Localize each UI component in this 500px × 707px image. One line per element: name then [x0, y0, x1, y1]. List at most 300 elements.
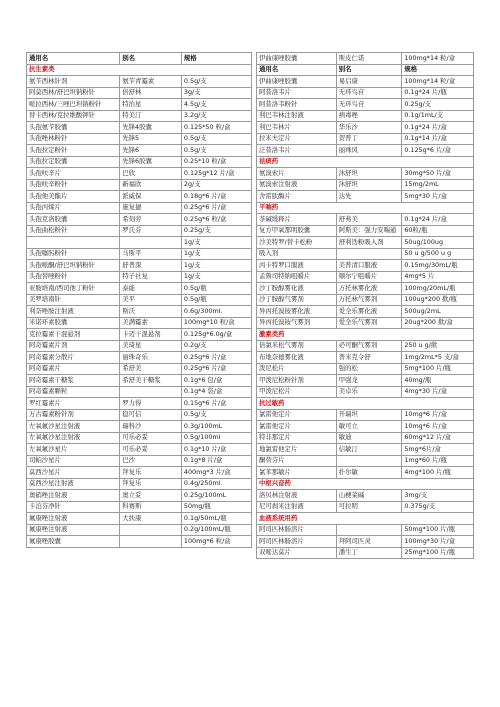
- alias-cell-continued: [336, 248, 402, 260]
- alias-cell: 舒普深: [120, 260, 182, 272]
- category-row: [257, 513, 474, 525]
- generic-name-cell: 特非那定片: [257, 432, 337, 444]
- generic-name-cell: 异丙托溴铵雾化液: [257, 306, 337, 318]
- alias-cell: 希舒美干糖浆: [120, 375, 182, 387]
- category-row: [257, 398, 474, 410]
- spec-cell: 0.5g/支: [181, 409, 251, 421]
- spec-cell: 0.1g/50mL/瓶: [181, 513, 251, 525]
- generic-name-cell: 茶碱缓释片: [257, 214, 337, 226]
- generic-name-cell: 复方甲氧那明胶囊: [257, 225, 337, 237]
- generic-name-cell: 氨溴索片: [257, 168, 337, 180]
- alias-cell: 沐舒坦: [336, 168, 402, 180]
- alias-cell: 甲强龙: [336, 375, 402, 387]
- left-table-body: [27, 53, 252, 548]
- generic-name-cell: 双嘧达莫片: [257, 547, 337, 559]
- spec-cell: 1mg*60 片/瓶: [402, 455, 474, 467]
- table-row: [27, 501, 252, 513]
- generic-name-cell: 甲泼尼松片: [257, 386, 337, 398]
- alias-cell: 派威保: [120, 191, 182, 203]
- table-row: [257, 501, 474, 513]
- category-heading: 平喘药: [257, 202, 474, 214]
- table-row: [27, 145, 252, 157]
- table-row: [27, 467, 252, 479]
- generic-name-cell: 头孢哌酮/舒巴坦钠粉针: [27, 260, 120, 272]
- spec-cell: 0.2g/支: [181, 340, 251, 352]
- spec-cell: 0.25g/支: [402, 99, 474, 111]
- spec-cell: 50mg/瓶: [181, 501, 251, 513]
- spec-cell: 3g/支: [181, 87, 251, 99]
- table-row: [27, 122, 252, 134]
- header-alias: 别名: [120, 53, 182, 65]
- table-row: [257, 76, 474, 88]
- alias-cell: 顺尔宁咀嚼片: [336, 271, 402, 283]
- alias-cell: 希舒美: [120, 363, 182, 375]
- table-row: [27, 490, 252, 502]
- category-row: [27, 64, 252, 76]
- spec-cell: 4mg*100 片/瓶: [402, 467, 474, 479]
- generic-name-cell: 伊曲康唑胶囊: [257, 76, 337, 88]
- table-row: [27, 536, 252, 548]
- spec-cell: 100mg*10 粒/盒: [181, 317, 251, 329]
- spec-cell: 0.125*50 粒/盒: [181, 122, 251, 134]
- left-header-row: [27, 53, 252, 65]
- generic-name-cell-continued: 吸入剂: [257, 248, 337, 260]
- table-row: [257, 283, 474, 295]
- alias-cell: 美平: [120, 294, 182, 306]
- generic-name-cell: 头孢呋辛片: [27, 168, 120, 180]
- table-row: [257, 145, 474, 157]
- alias-cell: 稳可信: [120, 409, 182, 421]
- alias-cell: 阿斯美：强力安喘通: [336, 225, 402, 237]
- table-row: [257, 340, 474, 352]
- generic-name-cell: 酮替芬片: [257, 455, 337, 467]
- alias-cell: 罗力得: [120, 398, 182, 410]
- category-row: [257, 202, 474, 214]
- alias-cell: 拜阿司匹灵: [336, 536, 402, 548]
- table-row: [27, 363, 252, 375]
- generic-name-cell: 头孢氨苄胶囊: [27, 122, 120, 134]
- spec-cell: 3.2g/支: [181, 110, 251, 122]
- table-row: [257, 306, 474, 318]
- alias-cell: [336, 455, 402, 467]
- spec-cell: 5mg*30 片/盒: [402, 191, 474, 203]
- right-header-row: [257, 64, 474, 76]
- alias-cell: 普米克令舒: [336, 352, 402, 364]
- generic-name-cell: 氯苯那敏片: [257, 467, 337, 479]
- table-row: [257, 271, 474, 283]
- table-row: [257, 99, 474, 111]
- table-row: [257, 179, 474, 191]
- generic-name-cell: 替卡西林/克拉维酸钾针: [27, 110, 120, 122]
- table-row: [27, 260, 252, 272]
- spec-cell: 4mg*30 片/盒: [402, 386, 474, 398]
- generic-name-cell: 头孢拉定胶囊: [27, 156, 120, 168]
- generic-name-cell: 阿莫西林/舒巴坦钠粉针: [27, 87, 120, 99]
- table-row: [257, 524, 474, 536]
- alias-cell: 先锋4胶囊: [120, 122, 182, 134]
- generic-name-cell: 阿昔洛韦粉针: [257, 99, 337, 111]
- alias-cell: 爱全乐雾化液: [336, 306, 402, 318]
- generic-name-cell-continued: [27, 237, 120, 249]
- alias-cell: 扑尔敏: [336, 467, 402, 479]
- table-row: [27, 283, 252, 295]
- alias-cell-continued: [120, 237, 182, 249]
- generic-name-cell: 阿奇霉素片: [27, 363, 120, 375]
- spec-cell: 0.4g/250ml.: [181, 478, 251, 490]
- spec-cell: 60mg*12 片/盒: [402, 432, 474, 444]
- alias-cell: 卡迈干混悬剂: [120, 329, 182, 341]
- table-row: [257, 168, 474, 180]
- table-row: [27, 271, 252, 283]
- spec-cell: 400mg*3 片/盒: [181, 467, 251, 479]
- alias-cell: 开瑞坦: [336, 409, 402, 421]
- spec-cell: 100ug*200 揿/瓶: [402, 294, 474, 306]
- table-row: [27, 421, 252, 433]
- alias-cell: 特治星: [120, 99, 182, 111]
- generic-name-cell: 左氧氟沙星片: [27, 444, 120, 456]
- generic-name-cell: 左氧氟沙星注射液: [27, 421, 120, 433]
- alias-cell: 丽珠奇乐: [120, 352, 182, 364]
- spec-cell: 0.25g*6 片/盒: [181, 363, 251, 375]
- alias-cell: 先锋5: [120, 133, 182, 145]
- generic-name-cell: 洛贝林注射液: [257, 490, 337, 502]
- generic-name-cell: 氨苄西林针剂: [27, 76, 120, 88]
- alias-cell: 巴沙: [120, 455, 182, 467]
- spec-cell: 0.15mg/30mL/瓶: [402, 260, 474, 272]
- alias-cell: 病毒唑: [336, 110, 402, 122]
- alias-cell: 舒弗美: [336, 214, 402, 226]
- generic-name-cell: 阿奇霉素干糖浆: [27, 375, 120, 387]
- alias-cell: 可乐必妥: [120, 432, 182, 444]
- spec-cell: 250 u g/揿: [402, 340, 474, 352]
- generic-name-cell: 头孢丙烯片: [27, 202, 120, 214]
- generic-name-cell: 泛昔洛韦片: [257, 145, 337, 157]
- generic-name-cell: 克拉霉素干混悬剂: [27, 329, 120, 341]
- table-row: [27, 375, 252, 387]
- alias-cell: 易启康: [336, 76, 402, 88]
- table-row: [257, 110, 474, 122]
- table-row: [257, 490, 474, 502]
- spec-cell: 0.3g/100mL: [181, 421, 251, 433]
- alias-cell: 沐舒坦: [336, 179, 402, 191]
- alias-cell: 特子社复: [120, 271, 182, 283]
- generic-name-cell: 莫西沙星注射液: [27, 478, 120, 490]
- header-generic-name: 通用名: [27, 53, 120, 65]
- spec-cell: 0.375g/支: [402, 501, 474, 513]
- alias-cell: 罗氏芬: [120, 225, 182, 237]
- generic-name-cell: 美罗培南针: [27, 294, 120, 306]
- generic-name-cell: 左氧氟沙星注射液: [27, 432, 120, 444]
- right-top-row: [257, 53, 474, 65]
- top-alias: 斯皮仁诺: [336, 53, 402, 65]
- spec-cell: 50ug/100ug: [402, 237, 474, 249]
- spec-cell: 0.5g/支: [181, 145, 251, 157]
- left-drug-table: [26, 52, 252, 548]
- generic-name-cell: 氟康唑胶囊: [27, 536, 120, 548]
- spec-cell: 100mg*14 粒/盒: [402, 76, 474, 88]
- generic-name-cell: 倍氯米松气雾剂: [257, 340, 337, 352]
- table-row: [257, 432, 474, 444]
- spec-cell: 0.25g*6 片/盒: [181, 352, 251, 364]
- generic-name-cell: 阿昔洛韦片: [257, 87, 337, 99]
- table-row: [27, 352, 252, 364]
- alias-cell: 科赛斯: [120, 501, 182, 513]
- generic-name-cell: 甲泼尼松粉针剂: [257, 375, 337, 387]
- spec-cell: 0.1g*8 片/盒: [181, 455, 251, 467]
- generic-name-cell: 哌拉西林/三唑巴坦钠粉针: [27, 99, 120, 111]
- table-row: [257, 386, 474, 398]
- alias-cell: 舒利迭粉吸入剂: [336, 237, 402, 249]
- spec-cell: 0.25*10 粒/盒: [181, 156, 251, 168]
- spec-cell: 100mg/20mL/瓶: [402, 283, 474, 295]
- generic-name-cell: 氟康唑注射液: [27, 524, 120, 536]
- spec-cell: 50mg*100 片/瓶: [402, 524, 474, 536]
- generic-name-cell: 泼尼松片: [257, 363, 337, 375]
- generic-name-cell: 阿奇霉素分散片: [27, 352, 120, 364]
- header-spec: 规格: [181, 53, 251, 65]
- table-row: [257, 421, 474, 433]
- generic-name-cell: 氯雷他定片: [257, 421, 337, 433]
- alias-cell: [120, 524, 182, 536]
- right-drug-table: [256, 52, 474, 559]
- category-heading: 中枢兴奋药: [257, 478, 474, 490]
- alias-cell: 拜复乐: [120, 478, 182, 490]
- spec-cell: 0.125g*12 片/盒: [181, 168, 251, 180]
- table-row: [27, 329, 252, 341]
- generic-name-cell: 沙丁胺醇气雾剂: [257, 294, 337, 306]
- generic-name-cell: 司帕沙星片: [27, 455, 120, 467]
- table-row: [257, 467, 474, 479]
- alias-cell: 马斯平: [120, 248, 182, 260]
- header-spec: 规格: [402, 64, 474, 76]
- generic-name-cell: 头孢呋辛粉针: [27, 179, 120, 191]
- generic-name-cell: 阿奇霉素颗粒: [27, 386, 120, 398]
- generic-name-cell: 氯雷他定片: [257, 409, 337, 421]
- spec-cell: 100mg*30 片/盒: [402, 536, 474, 548]
- generic-name-cell: 尼可刹米注射液: [257, 501, 337, 513]
- category-heading: 抗过敏药: [257, 398, 474, 410]
- spec-cell: 5mg*6片/盒: [402, 444, 474, 456]
- category-row: [257, 478, 474, 490]
- alias-cell: 希刻劳: [120, 214, 182, 226]
- table-row: [257, 87, 474, 99]
- generic-name-cell: 卡泊芬净针: [27, 501, 120, 513]
- table-row: [257, 375, 474, 387]
- table-row: [27, 191, 252, 203]
- alias-cell: [336, 524, 402, 536]
- table-row: [27, 317, 252, 329]
- category-row: [257, 156, 474, 168]
- alias-cell: 巴欣: [120, 168, 182, 180]
- alias-cell: 无环鸟苷: [336, 87, 402, 99]
- table-row: [27, 87, 252, 99]
- alias-cell: 大扶康: [120, 513, 182, 525]
- generic-name-cell: 亚胺培南/西司他丁粉针: [27, 283, 120, 295]
- spec-cell: 4mg*5 片: [402, 271, 474, 283]
- alias-cell: [120, 386, 182, 398]
- generic-name-cell: 异丙托溴铵气雾剂: [257, 317, 337, 329]
- spec-cell: 0.25g*6 粒/盒: [181, 214, 251, 226]
- spec-cell: 100mg*6 粒/盒: [181, 536, 251, 548]
- spec-cell: 0.1g*6 包/盒: [181, 375, 251, 387]
- table-row: [27, 133, 252, 145]
- alias-cell: 万托林气雾剂: [336, 294, 402, 306]
- spec-cell: 60粒/瓶: [402, 225, 474, 237]
- table-row: [27, 524, 252, 536]
- spec-cell: 0.1g*24 片/盒: [402, 214, 474, 226]
- generic-name-cell: 利巴韦林注射液: [257, 110, 337, 122]
- table-row: [257, 133, 474, 145]
- table-row: [27, 340, 252, 352]
- generic-name-cell: 罗红霉素片: [27, 398, 120, 410]
- table-row: [27, 225, 252, 237]
- alias-cell: 潘生丁: [336, 547, 402, 559]
- table-row: [257, 363, 474, 375]
- table-row: [257, 352, 474, 364]
- alias-cell: 先锋6胶囊: [120, 156, 182, 168]
- spec-cell: 0.5g/支: [181, 133, 251, 145]
- spec-cell-continued: 50 u g/500 u g: [402, 248, 474, 260]
- generic-name-cell: 头孢他美酯片: [27, 191, 120, 203]
- alias-cell: 山梗菜碱: [336, 490, 402, 502]
- spec-cell: 0.18g*6 片/盒: [181, 191, 251, 203]
- spec-cell: 0.125g*6.0g/盒: [181, 329, 251, 341]
- alias-cell: 可拉明: [336, 501, 402, 513]
- generic-name-cell: 头孢唑林粉针: [27, 133, 120, 145]
- generic-name-cell: 阿奇霉素片剂: [27, 340, 120, 352]
- generic-name-cell: 布地奈德雾化液: [257, 352, 337, 364]
- table-row: [27, 248, 252, 260]
- alias-cell: [120, 536, 182, 548]
- spec-cell: 0.1g*24 片/盒: [402, 122, 474, 134]
- spec-cell: 0.6g/300ml.: [181, 306, 251, 318]
- alias-cell: 美普清口服液: [336, 260, 402, 272]
- table-row: [27, 478, 252, 490]
- alias-cell: 泰能: [120, 283, 182, 295]
- generic-name-cell: 阿司匹林肠溶片: [257, 536, 337, 548]
- table-row: [257, 260, 474, 272]
- alias-cell: 可乐必妥: [120, 444, 182, 456]
- table-row: [27, 99, 252, 111]
- spec-cell: 0.5g/瓶: [181, 283, 251, 295]
- generic-name-cell: 沙丁胺醇雾化液: [257, 283, 337, 295]
- table-row-continued: [27, 237, 252, 249]
- spec-cell: 20ug*200 揿/盒: [402, 317, 474, 329]
- generic-name-cell: 沙美特罗/替卡松粉: [257, 237, 337, 249]
- alias-cell: 强的松: [336, 363, 402, 375]
- generic-name-cell: 头孢噻肟粉针: [27, 248, 120, 260]
- spec-cell: 4.5g/支: [181, 99, 251, 111]
- table-row: [27, 214, 252, 226]
- top-generic-name: 伊曲康唑胶囊: [257, 53, 337, 65]
- alias-cell: 奥立妥: [120, 490, 182, 502]
- generic-name-cell: 头孢替唑粉针: [27, 271, 120, 283]
- table-row: [257, 455, 474, 467]
- table-row: [257, 317, 474, 329]
- table-row: [257, 122, 474, 134]
- generic-name-cell: 头孢克洛胶囊: [27, 214, 120, 226]
- generic-name-cell: 拉米夫定片: [257, 133, 337, 145]
- alias-cell: 美卓乐: [336, 386, 402, 398]
- spec-cell: 10mg*6 片/盒: [402, 421, 474, 433]
- category-row: [257, 329, 474, 341]
- alias-cell: 斯沃: [120, 306, 182, 318]
- header-generic-name: 通用名: [257, 64, 337, 76]
- spec-cell: 3mg/支: [402, 490, 474, 502]
- table-row: [27, 306, 252, 318]
- header-alias: 别名: [336, 64, 402, 76]
- category-heading: 血液系统用药: [257, 513, 474, 525]
- spec-cell: 500ug/2mL: [402, 306, 474, 318]
- table-row: [257, 225, 474, 237]
- table-row: [27, 444, 252, 456]
- spec-cell: 15mg/2mL: [402, 179, 474, 191]
- table-row: [27, 432, 252, 444]
- spec-cell: 40mg/瓶: [402, 375, 474, 387]
- alias-cell: 敏可立: [336, 421, 402, 433]
- table-row: [27, 76, 252, 88]
- table-row: [257, 191, 474, 203]
- spec-cell: 0.25g/100mL: [181, 490, 251, 502]
- generic-name-cell: 利巴韦林片: [257, 122, 337, 134]
- generic-name-cell: 氟康唑注射液: [27, 513, 120, 525]
- alias-cell: 丽珠风: [336, 145, 402, 157]
- table-row: [257, 444, 474, 456]
- left-drug-table-panel: [26, 52, 252, 548]
- alias-cell: 敏迪: [336, 432, 402, 444]
- generic-name-cell: 头孢曲松粉针: [27, 225, 120, 237]
- category-heading: 抗生素类: [27, 64, 252, 76]
- table-row: [257, 294, 474, 306]
- generic-name-cell: 莫西沙星片: [27, 467, 120, 479]
- spec-cell: 25mg*100 片/瓶: [402, 547, 474, 559]
- alias-cell: 爱全乐气雾剂: [336, 317, 402, 329]
- right-table-body: [257, 53, 474, 559]
- spec-cell: 0.1g/1mL/支: [402, 110, 474, 122]
- generic-name-cell: 头孢拉定粉针: [27, 145, 120, 157]
- alias-cell: 万托林雾化液: [336, 283, 402, 295]
- generic-name-cell: 万古霉素粉针剂: [27, 409, 120, 421]
- spec-cell: 0.1g*14 片/盒: [402, 133, 474, 145]
- alias-cell: 信敏汀: [336, 444, 402, 456]
- table-row: [27, 110, 252, 122]
- alias-cell: 华乐沙: [336, 122, 402, 134]
- alias-cell: 贺普丁: [336, 133, 402, 145]
- table-row: [27, 398, 252, 410]
- table-row: [27, 156, 252, 168]
- top-spec: 100mg*14 粒/盒: [402, 53, 474, 65]
- spec-cell: 0.5g/瓶: [181, 294, 251, 306]
- table-row: [27, 386, 252, 398]
- alias-cell: 无环鸟苷: [336, 99, 402, 111]
- alias-cell: 先锋6: [120, 145, 182, 157]
- spec-cell: 0.5g/支: [181, 76, 251, 88]
- spec-cell: 0.125g*6 片/盒: [402, 145, 474, 157]
- spec-cell: 5mg*100 片/瓶: [402, 363, 474, 375]
- spec-cell: 1g/支: [181, 271, 251, 283]
- alias-cell: 氨苄青霉素: [120, 76, 182, 88]
- table-row: [257, 237, 474, 249]
- spec-cell: 1mg/2mL*5 支/盒: [402, 352, 474, 364]
- table-row: [27, 455, 252, 467]
- table-row: [27, 513, 252, 525]
- spec-cell: 1g/支: [181, 260, 251, 272]
- right-drug-table-panel: [256, 52, 474, 559]
- table-row: [27, 202, 252, 214]
- spec-cell-continued: 1g/支: [181, 237, 251, 249]
- spec-cell: 0.5g/100ml: [181, 432, 251, 444]
- spec-cell: 0.1g*24 片/瓶: [402, 87, 474, 99]
